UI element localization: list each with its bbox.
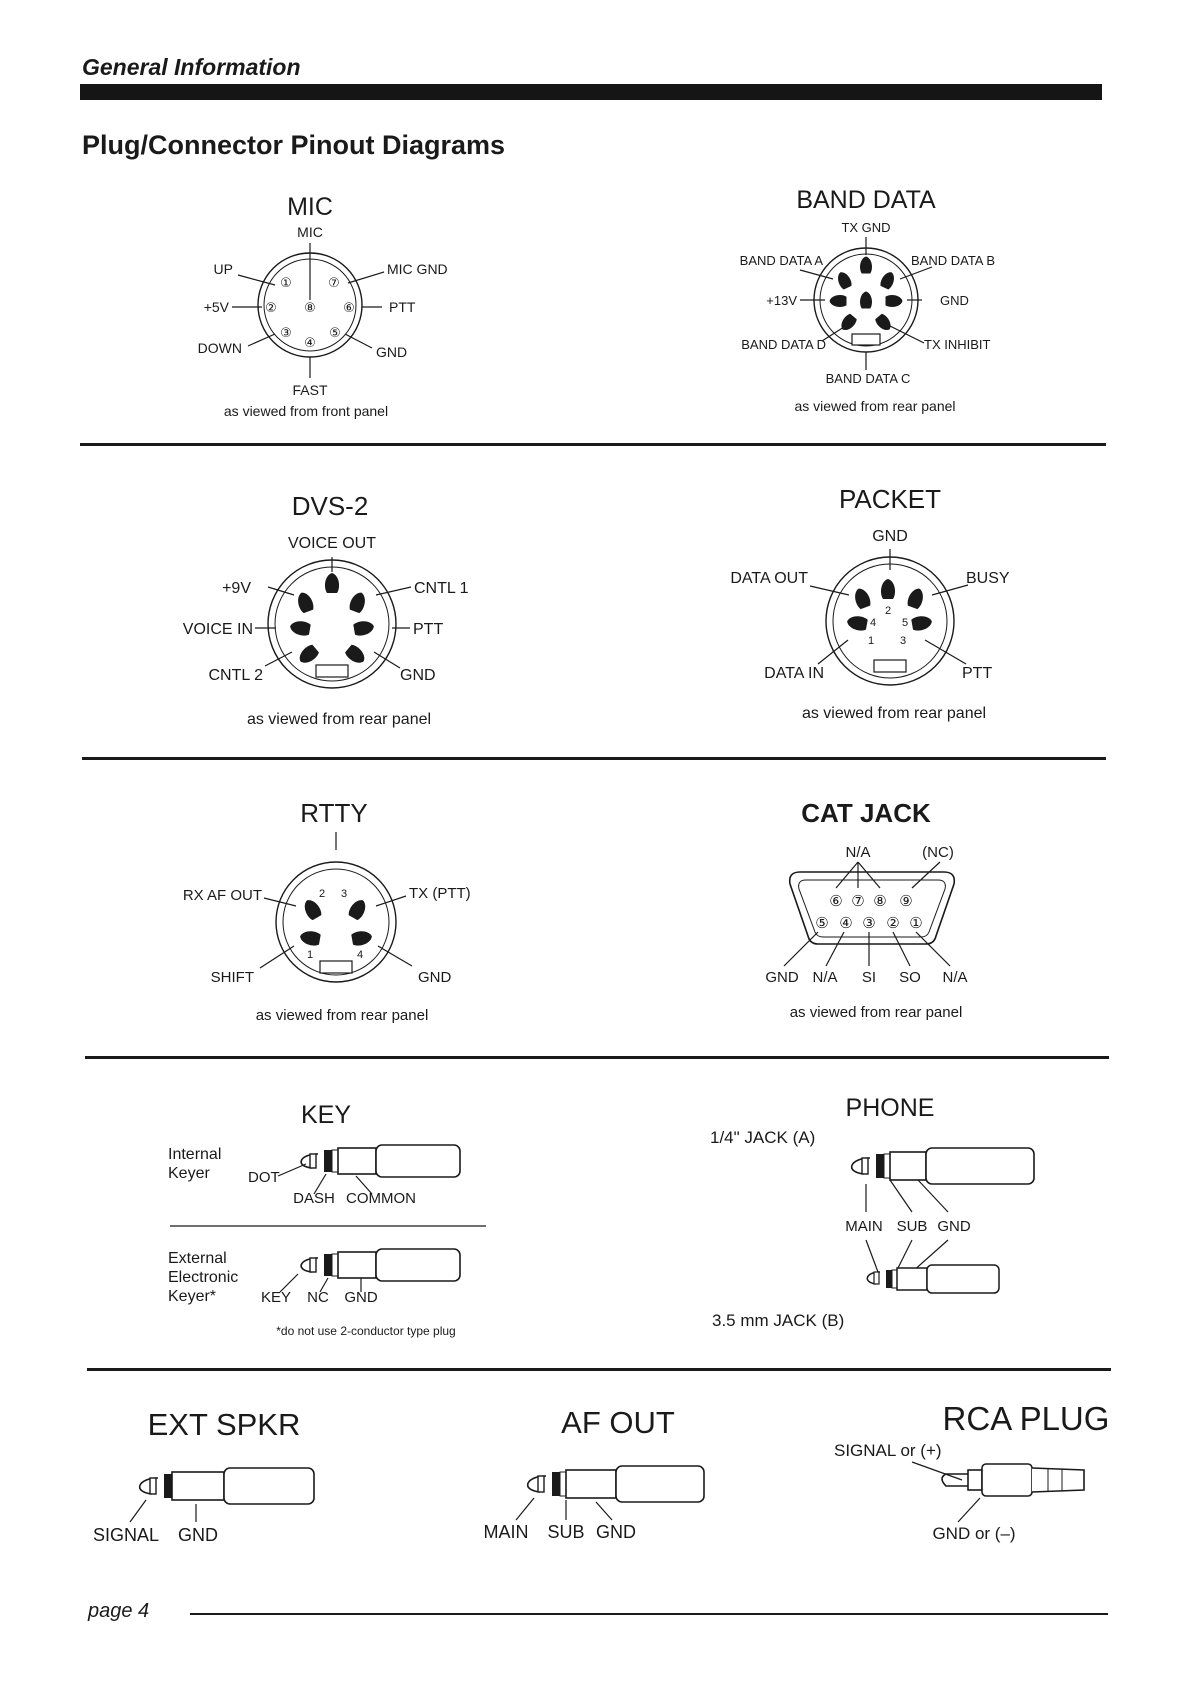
cat-bottom-na1: N/A [812,969,838,986]
rtty-label-rxaf: RX AF OUT [182,887,262,904]
extspkr-gnd-label: GND [178,1525,218,1545]
separator-3 [85,1056,1109,1059]
section-header: General Information [82,54,301,80]
band-label-txgnd: TX GND [841,220,891,235]
phone-gnd-label: GND [937,1218,971,1235]
dvs-label-cntl2: CNTL 2 [208,667,263,684]
rca-plug-icon [942,1464,1084,1496]
key-internal-plug-icon [301,1145,460,1177]
key-gnd-label: GND [344,1289,378,1306]
rtty-pin-4: 4 [356,949,364,961]
cat-pin-8: ⑧ [873,893,887,910]
band-note: as viewed from rear panel [794,398,956,414]
phone-jack-b: 3.5 mm JACK (B) [712,1311,845,1330]
cat-pin-9: ⑨ [899,893,913,910]
packet-pin-5: 5 [901,617,909,629]
mic-label-micgnd: MIC GND [387,261,448,277]
key-external-plug-icon [301,1249,460,1281]
af-out-diagram [484,1405,705,1542]
mic-pin-5: ⑤ [329,325,341,340]
key-external-line2: Electronic [168,1269,239,1286]
mic-label-up: UP [213,261,233,277]
packet-pin-3: 3 [899,635,907,647]
band-label-13v: +13V [766,293,797,308]
rca-signal-label: SIGNAL or (+) [834,1441,942,1460]
phone-3-5mm-plug-icon [867,1265,999,1293]
rca-gnd-label: GND or (–) [932,1524,1016,1543]
rtty-pin-2: 2 [318,888,326,900]
rtty-pin-1: 1 [306,949,314,961]
band-data-diagram [740,186,995,414]
packet-label-datain: DATA IN [764,665,824,682]
mic-label-ptt: PTT [389,299,416,315]
phone-quarter-inch-plug-icon [852,1148,1034,1184]
band-label-d: BAND DATA D [741,337,826,352]
key-external-line3: Keyer* [168,1288,217,1305]
band-label-a: BAND DATA A [739,253,823,268]
mic-pin-8: ⑧ [304,300,316,315]
cat-bottom-so: SO [899,969,921,986]
dvs-note: as viewed from rear panel [246,711,432,728]
phone-sub-label: SUB [896,1218,928,1235]
key-diagram [168,1101,486,1338]
dvs-label-ptt: PTT [413,621,444,638]
packet-diagram [730,484,1010,722]
key-internal-line1: Internal [168,1146,222,1163]
mic-pin-7: ⑦ [328,275,340,290]
extspkr-signal-label: SIGNAL [92,1525,160,1545]
packet-label-ptt: PTT [962,665,993,682]
mic-diagram [198,193,448,419]
cat-pin-6: ⑥ [829,893,843,910]
mic-label-fast: FAST [292,382,328,398]
dvs-label-voiceout: VOICE OUT [287,535,377,552]
rtty-note: as viewed from rear panel [255,1007,429,1024]
afout-main-label: MAIN [483,1522,529,1542]
footer-rule [190,1613,1108,1615]
extspkr-title: EXT SPKR [147,1407,301,1442]
rca-title: RCA PLUG [942,1400,1110,1437]
cat-pin-5: ⑤ [815,915,829,932]
key-common-label: COMMON [346,1190,416,1207]
key-dot-label: DOT [248,1169,280,1186]
key-external-line1: External [168,1250,227,1267]
cat-top-na: N/A [845,844,871,861]
packet-title: PACKET [838,484,942,514]
separator-1 [80,443,1106,446]
mic-note: as viewed from front panel [223,403,389,419]
rtty-title: RTTY [300,798,368,828]
rtty-pin-3: 3 [340,888,348,900]
mic-pin-4: ④ [304,335,316,350]
band-label-c: BAND DATA C [825,371,911,386]
dvs2-diagram [183,491,469,728]
packet-label-busy: BUSY [966,570,1010,587]
mic-label-gnd: GND [376,344,408,360]
packet-label-dataout: DATA OUT [730,570,808,587]
phone-title: PHONE [845,1094,935,1122]
key-dash-label: DASH [293,1190,335,1207]
packet-label-gnd: GND [872,528,908,545]
mic-pin-6: ⑥ [343,300,355,315]
mic-pin-3: ③ [280,325,292,340]
page-title: Plug/Connector Pinout Diagrams [82,130,506,160]
packet-pin-4: 4 [869,617,877,629]
key-title: KEY [300,1101,352,1129]
cat-bottom-si: SI [861,969,877,986]
mic-label-5v: +5V [203,299,229,315]
cat-pin-7: ⑦ [851,893,865,910]
ext-spkr-diagram [93,1407,314,1545]
afout-gnd-label: GND [596,1522,636,1542]
phone-jack-a: 1/4" JACK (A) [710,1128,816,1147]
dvs-label-voicein: VOICE IN [182,621,253,638]
af-out-plug-icon [528,1466,704,1502]
dvs-label-gnd: GND [400,667,436,684]
mic-label-down: DOWN [197,340,242,356]
cat-pin-2: ② [886,915,900,932]
cat-note: as viewed from rear panel [789,1004,963,1021]
band-label-inhibit: TX INHIBIT [924,337,991,352]
band-label-b: BAND DATA B [911,253,996,268]
packet-note: as viewed from rear panel [801,705,987,722]
mic-label-top: MIC [297,224,323,240]
packet-pin-2: 2 [884,605,892,617]
band-label-gnd: GND [940,293,969,308]
phone-main-label: MAIN [845,1218,883,1235]
afout-sub-label: SUB [547,1522,585,1542]
page-number: page 4 [88,1600,150,1622]
cat-pin-1: ① [909,915,923,932]
key-internal-line2: Keyer [168,1165,210,1182]
cat-jack-diagram [765,798,967,1021]
cat-title: CAT JACK [801,798,931,828]
afout-title: AF OUT [561,1405,675,1440]
cat-pin-3: ③ [862,915,876,932]
cat-bottom-gnd: GND [765,969,799,986]
mic-title: MIC [287,193,333,221]
mic-pin-2: ② [265,300,277,315]
band-title: BAND DATA [796,186,936,214]
packet-pin-1: 1 [867,635,875,647]
cat-pin-4: ④ [839,915,853,932]
rtty-label-gnd: GND [418,969,452,986]
mic-pin-1: ① [280,275,292,290]
key-note: *do not use 2-conductor type plug [276,1324,456,1338]
cat-top-nc: (NC) [922,844,954,861]
rca-plug-diagram [834,1400,1109,1543]
ext-spkr-plug-icon [140,1468,314,1504]
rtty-diagram [183,798,471,1024]
dvs-title: DVS-2 [291,491,369,521]
separator-4 [87,1368,1111,1371]
separator-2 [82,757,1106,760]
rtty-label-tx: TX (PTT) [409,885,471,902]
key-key-label: KEY [260,1289,292,1306]
rtty-label-shift: SHIFT [210,969,254,986]
dvs-label-9v: +9V [222,580,251,597]
dvs-label-cntl1: CNTL 1 [414,580,469,597]
cat-bottom-na2: N/A [942,969,968,986]
key-nc-label: NC [307,1289,329,1306]
phone-diagram [710,1094,1034,1330]
